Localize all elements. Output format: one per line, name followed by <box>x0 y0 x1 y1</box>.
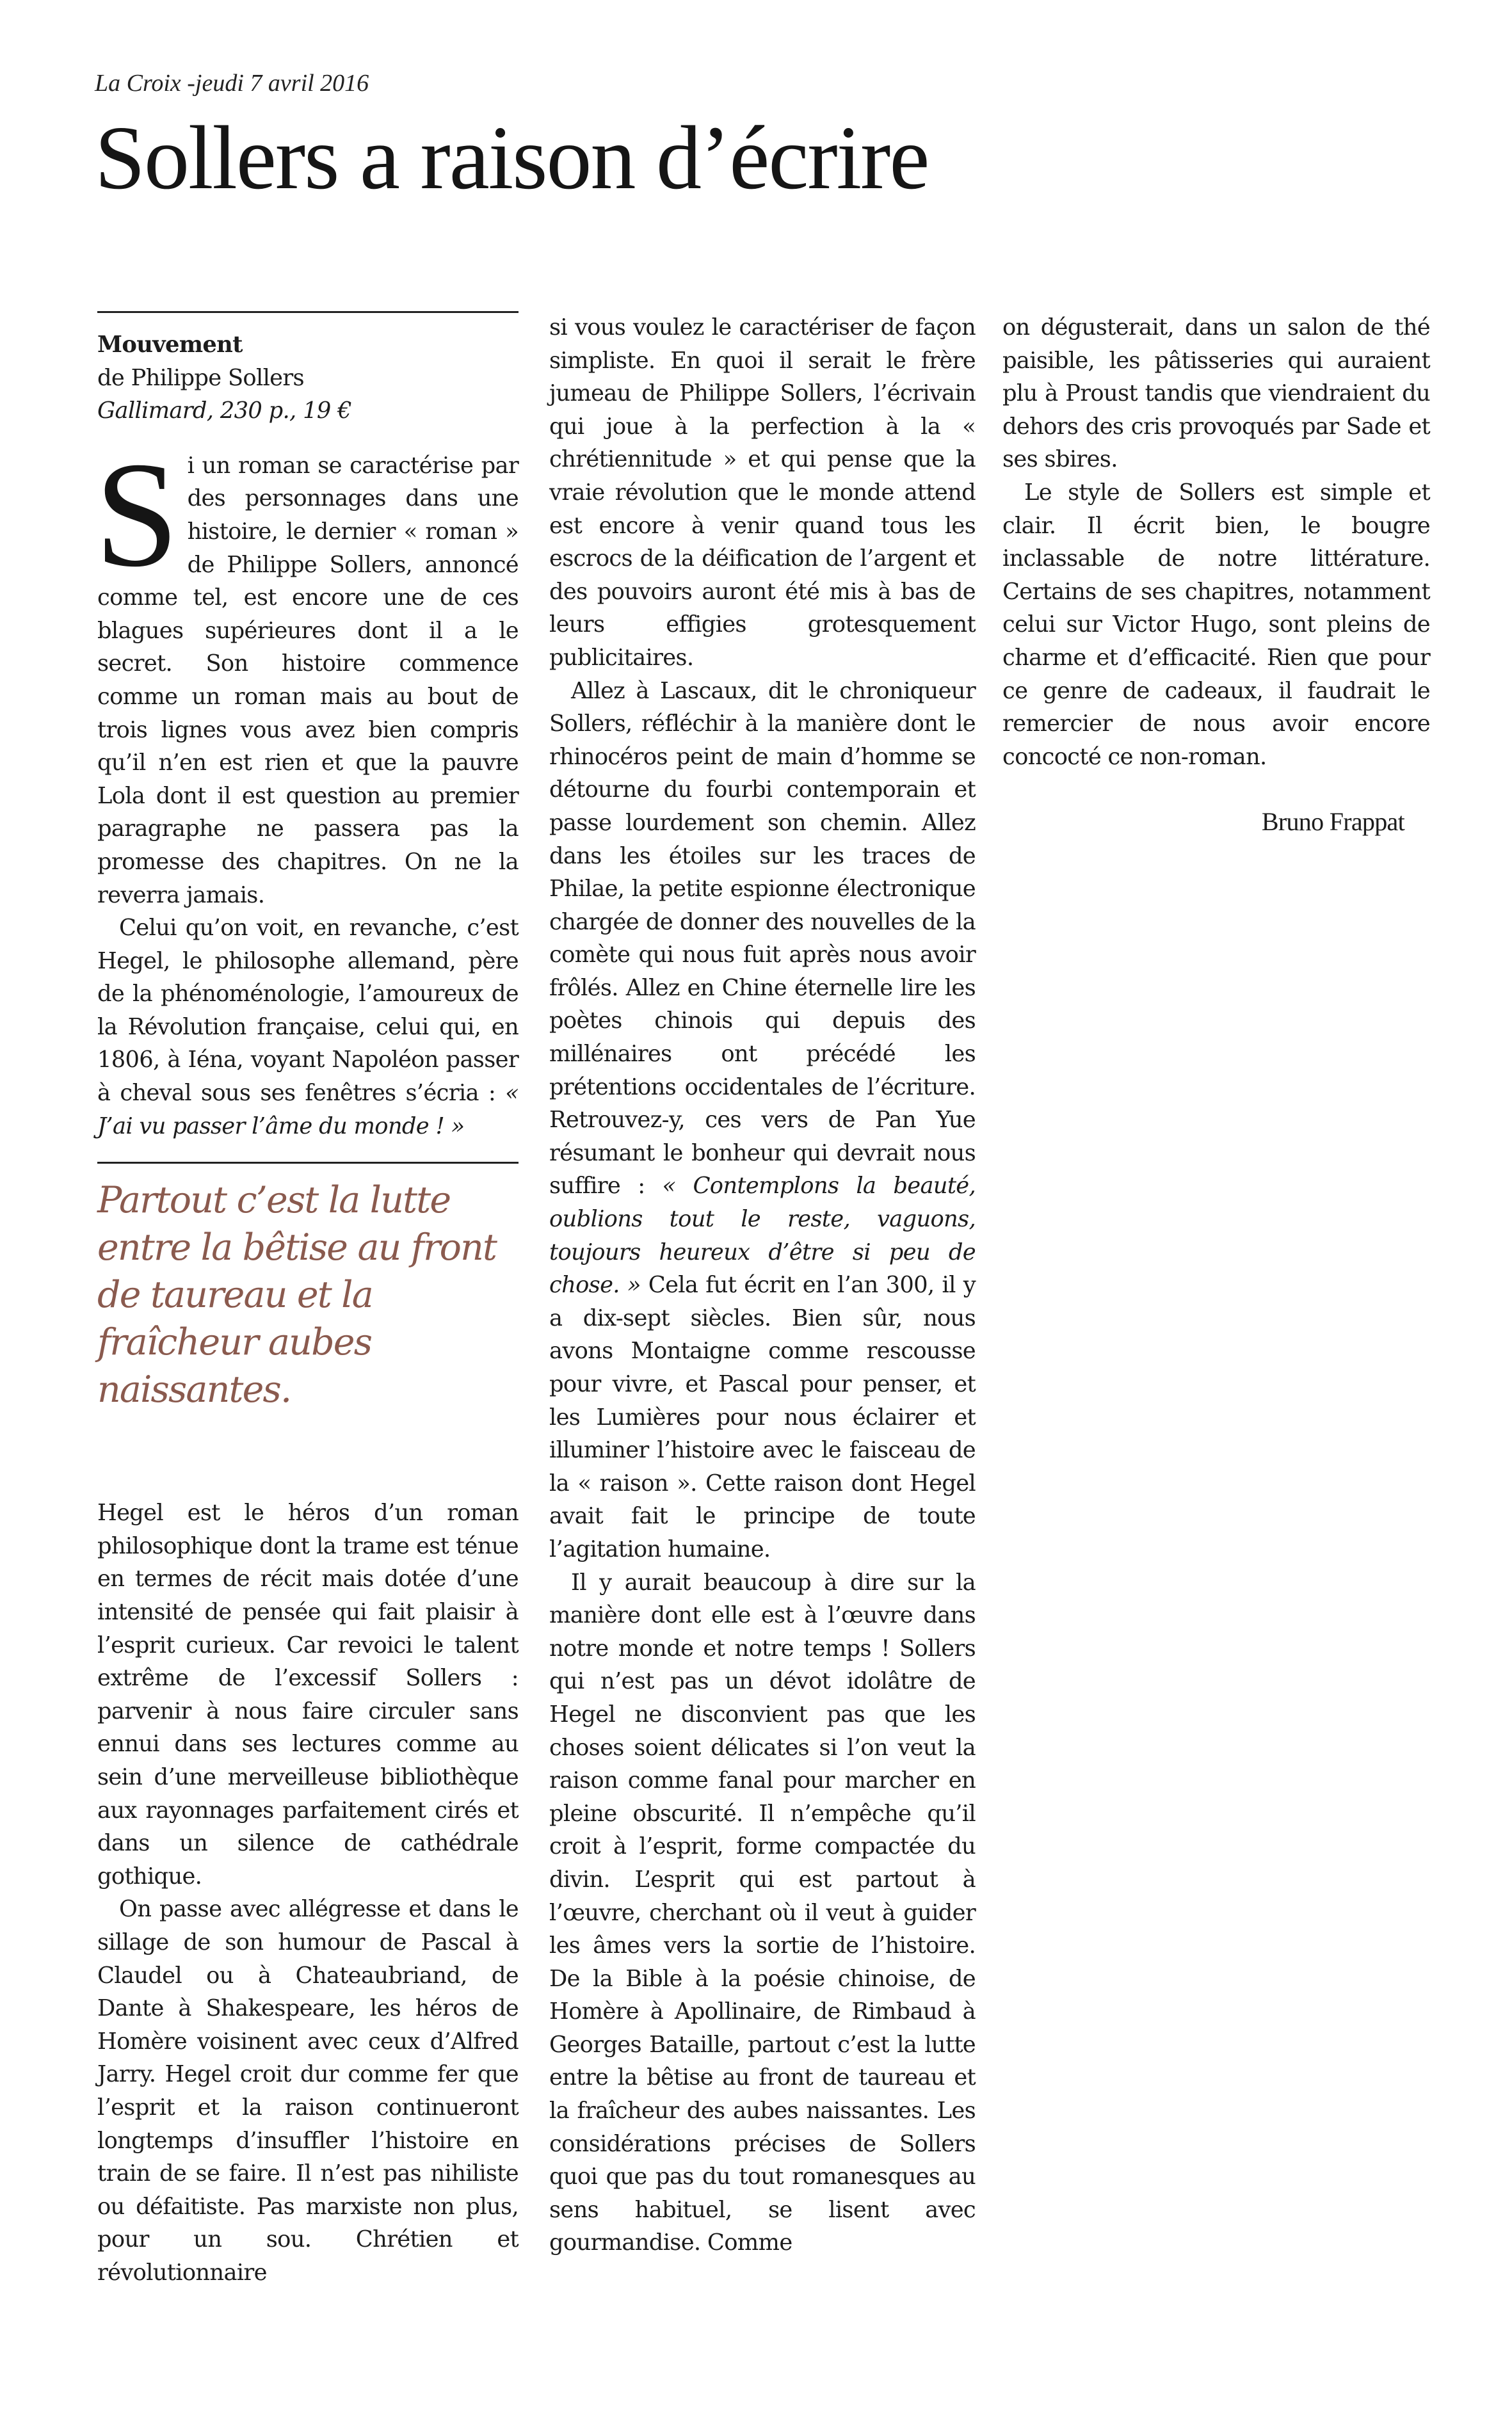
paragraph-7: Le style de Sollers est simple et clair. Il écrit bien, le bougre inclassable de notre littérature. Certains de ses chapitres, notamment celui sur Victor Hugo, sont pleins de charme et d’efficacité. Rien que pour ce genre de cadeaux, il faudrait le remercier de nous avoir encore concocté ce non-roman. <box>1002 479 1430 770</box>
paragraph-2-text: Celui qu’on voit, en revanche, c’est Hegel, le philosophe allemand, père de la phénoménologie, l’amoureux de la Révolution française, celui qui, en 1806, à Iéna, voyant Napoléon passer à cheval sous ses fenêtres s’écria : <box>97 915 519 1107</box>
paragraph-3: Hegel est le héros d’un roman philosophique dont la trame est ténue en termes de récit mais dotée d’une intensité de pensée qui fait plaisir à l’esprit curieux. Car revoici le talent extrême de l’excessif Sollers : parvenir à nous faire circuler sans ennui dans ses lectures comme au sein d’une merveilleuse bibliothèque aux rayonnages parfaitement cirés et dans un silence de cathédrale gothique. <box>97 1500 519 1890</box>
paragraph-6-text: Il y aurait beaucoup à dire sur la manière dont elle est à l’œuvre dans notre monde et notre temps ! Sollers qui n’est pas un dévot idolâtre de Hegel ne disconvient pas que les choses soient délicates si l’on veut la raison comme fanal pour marcher en pleine obscurité. Il n’empêche qu’il croit à l’esprit, forme compactée du divin. L’esprit qui est partout à l’œuvre, cherchant où il veut à guider les âmes vers la sortie de l’histoire. De la Bible à la poésie chinoise, de Homère à Apollinaire, de Rimbaud à Georges Bataille, partout c’est la lutte entre la bêtise au front de taureau et la fraîcheur des aubes naissantes. Les considérations précises de Sollers quoi que pas du tout romanesques au sens habituel, se lisent avec gourmandise. Comme <box>549 1569 976 2256</box>
column-1-lower <box>97 1497 519 2289</box>
paragraph-1-text: i un roman se caractérise par des personnages dans une histoire, le dernier « roman » de Philippe Sollers, annoncé comme tel, est encore une de ces blagues supérieures dont il a le secret. Son histoire commence comme un roman mais au bout de trois lignes vous avez bien compris qu’il n’en est rien et que la pauvre Lola dont il est question au premier paragraphe ne passera pas la promesse des chapitres. On ne la reverra jamais. <box>97 452 519 908</box>
column-2 <box>549 311 976 2260</box>
paragraph-4-continued-text: si vous voulez le caractériser de façon simpliste. En quoi il serait le frère jumeau de Philippe Sollers, l’écrivain qui joue à la perfection à la « chrétiennitude » et qui pense que la vraie révolution que le monde attend est encore à venir quand tous les escrocs de la déification de l’argent et des pouvoirs auront été mis à bas de leurs effigies grotesquement publicitaires. <box>549 314 976 671</box>
dateline: La Croix -jeudi 7 avril 2016 <box>95 70 369 97</box>
paragraph-4-continued <box>549 311 976 675</box>
pullquote-box <box>97 1162 519 1413</box>
paragraph-6-continued <box>1002 311 1430 476</box>
paragraph-6 <box>549 1566 976 2260</box>
drop-cap: S <box>95 431 179 598</box>
book-info <box>97 313 519 428</box>
paragraph-1 <box>95 431 519 911</box>
paragraph-4-text: On passe avec allégresse et dans le sillage de son humour de Pascal à Claudel ou à Chateaubriand, de Dante à Shakespeare, les héros de Homère voisinent avec ceux d’Alfred Jarry. Hegel croit dur comme fer que l’esprit et la raison continueront longtemps d’insuffler l’histoire en train de se faire. Il n’est pas nihiliste ou défaitiste. Pas marxiste non plus, pour un sou. Chrétien et révolutionnaire <box>97 1896 519 2286</box>
column-1 <box>97 311 519 2290</box>
pan-yue-quote: « Contemplons la beauté, oublions tout le reste, vaguons, toujours heureux d’être si peu de chose. » <box>549 1173 976 1299</box>
column-3 <box>1002 311 1430 839</box>
paragraph-6-continued-text: on dégusterait, dans un salon de thé paisible, les pâtisseries qui auraient plu à Proust tandis que viendraient du dehors des cris provoqués par Sade et ses sbires. <box>1002 314 1430 473</box>
paragraph-5-end: Cela fut écrit en l’an 300, il y a dix-sept siècles. Bien sûr, nous avons Montaigne comme rescousse pour vivre, et Pascal pour penser, et les Lumières pour nous éclairer et illuminer l’histoire avec le faisceau de la « raison ». Cette raison dont Hegel avait fait le principe de toute l’agitation humaine. <box>549 1272 976 1562</box>
paragraph-5 <box>549 675 976 1566</box>
headline: Sollers a raison d’écrire <box>95 107 929 208</box>
hegel-quote: « J’ai vu passer l’âme du monde ! » <box>97 1080 519 1139</box>
book-title: Mouvement <box>97 332 243 358</box>
pullquote: Partout c’est la lutte entre la bêtise au front de taureau et la fraîcheur aubes naissantes. <box>97 1179 497 1411</box>
author-signature: Bruno Frappat <box>1261 807 1404 837</box>
book-publisher: Gallimard, 230 p., 19 € <box>97 397 351 424</box>
book-author: de Philippe Sollers <box>97 364 304 391</box>
paragraph-2 <box>97 911 519 1143</box>
paragraph-4 <box>97 1893 519 2289</box>
paragraph-5-text: Allez à Lascaux, dit le chroniqueur Sollers, réfléchir à la manière dont le rhinocéros peint de main d’homme se détourne du fourbi contemporain et passe lourdement son chemin. Allez dans les étoiles sur les traces de Philae, la petite espionne électronique chargée de donner des nouvelles de la comète qui nous fuit après nous avoir frôlés. Allez en Chine éternelle lire les poètes chinois qui depuis des millénaires ont précédé les prétentions occidentales de l’écriture. Retrouvez-y, ces vers de Pan Yue résumant le bonheur qui devrait nous suffire : <box>549 677 976 1200</box>
